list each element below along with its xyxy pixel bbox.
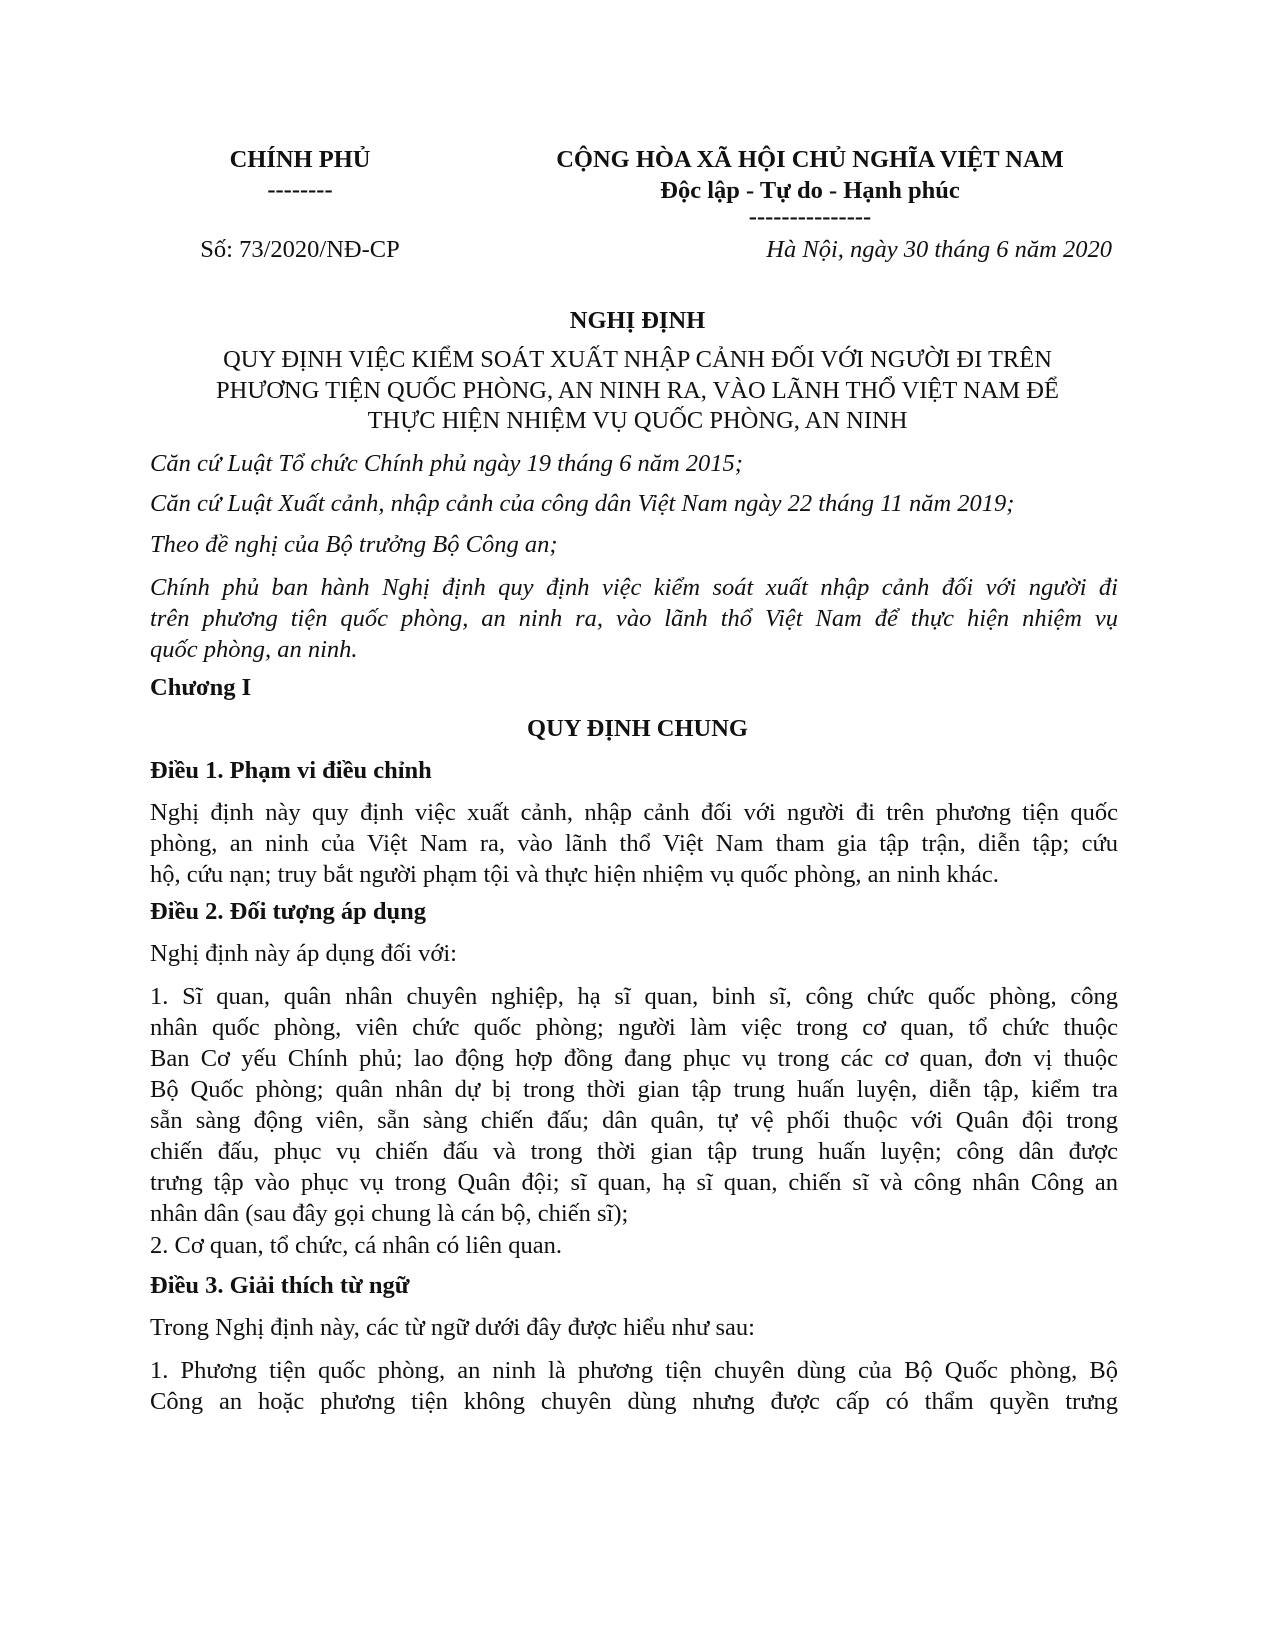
paragraph-line: nhân quốc phòng, viên chức quốc phòng; người làm việc trong cơ quan, tổ chức thuộc <box>150 1014 1118 1041</box>
article-item: 2. Cơ quan, tổ chức, cá nhân có liên quan. <box>150 1232 562 1259</box>
paragraph-line: Ban Cơ yếu Chính phủ; lao động hợp đồng đang phục vụ trong các cơ quan, đơn vị thuộc <box>150 1045 1118 1072</box>
paragraph-line: Nghị định này quy định việc xuất cảnh, nhập cảnh đối với người đi trên phương tiện quốc <box>150 799 1118 826</box>
paragraph-line: Chính phủ ban hành Nghị định quy định việc kiểm soát xuất nhập cảnh đối với người đi <box>150 574 1118 601</box>
article-heading: Điều 1. Phạm vi điều chỉnh <box>150 757 432 784</box>
article-heading: Điều 2. Đối tượng áp dụng <box>150 898 427 925</box>
article-3-item-1 <box>150 1355 1118 1417</box>
document-number: Số: 73/2020/NĐ-CP <box>200 236 400 263</box>
article-intro: Trong Nghị định này, các từ ngữ dưới đây được hiểu như sau: <box>150 1314 755 1341</box>
issuer-rule: -------- <box>267 176 333 203</box>
paragraph-line: 1. Sĩ quan, quân nhân chuyên nghiệp, hạ sĩ quan, binh sĩ, công chức quốc phòng, công <box>150 983 1118 1010</box>
legal-basis: Căn cứ Luật Tổ chức Chính phủ ngày 19 tháng 6 năm 2015; <box>150 450 743 477</box>
paragraph-line: phòng, an ninh của Việt Nam ra, vào lãnh thổ Việt Nam tham gia tập trận, diễn tập; cứu <box>150 830 1118 857</box>
paragraph-line: hộ, cứu nạn; truy bắt người phạm tội và thực hiện nhiệm vụ quốc phòng, an ninh khác. <box>150 861 999 888</box>
chapter-title: QUY ĐỊNH CHUNG <box>527 715 748 742</box>
paragraph-line: 1. Phương tiện quốc phòng, an ninh là phương tiện chuyên dùng của Bộ Quốc phòng, Bộ <box>150 1357 1118 1384</box>
paragraph-line: trên phương tiện quốc phòng, an ninh ra, vào lãnh thổ Việt Nam để thực hiện nhiệm vụ <box>150 605 1118 632</box>
legal-basis: Theo đề nghị của Bộ trưởng Bộ Công an; <box>150 531 558 558</box>
article-2-item-1 <box>150 981 1118 1229</box>
document-title-line: QUY ĐỊNH VIỆC KIỂM SOÁT XUẤT NHẬP CẢNH ĐỐI VỚI NGƯỜI ĐI TRÊN <box>223 346 1052 373</box>
promulgation-paragraph <box>150 572 1118 665</box>
document-type: NGHỊ ĐỊNH <box>569 307 706 334</box>
legal-basis: Căn cứ Luật Xuất cảnh, nhập cảnh của công dân Việt Nam ngày 22 tháng 11 năm 2019; <box>150 490 1015 517</box>
paragraph-line: sẵn sàng động viên, sẵn sàng chiến đấu; dân quân, tự vệ phối thuộc với Quân đội trong <box>150 1107 1118 1134</box>
paragraph-line: nhân dân (sau đây gọi chung là cán bộ, chiến sĩ); <box>150 1200 629 1227</box>
nation-name: CỘNG HÒA XÃ HỘI CHỦ NGHĨA VIỆT NAM <box>556 146 1064 173</box>
document-title-line: THỰC HIỆN NHIỆM VỤ QUỐC PHÒNG, AN NINH <box>367 407 908 434</box>
paragraph-line: trưng tập vào phục vụ trong Quân đội; sĩ quan, hạ sĩ quan, chiến sĩ và công nhân Công an <box>150 1169 1118 1196</box>
motto: Độc lập - Tự do - Hạnh phúc <box>660 177 960 204</box>
motto-rule: --------------- <box>748 203 872 230</box>
paragraph-line: quốc phòng, an ninh. <box>150 636 358 663</box>
paragraph-line: Công an hoặc phương tiện không chuyên dùng nhưng được cấp có thẩm quyền trưng <box>150 1388 1118 1415</box>
article-1-paragraph <box>150 797 1118 890</box>
chapter-label: Chương I <box>150 674 252 701</box>
article-intro: Nghị định này áp dụng đối với: <box>150 940 457 967</box>
paragraph-line: chiến đấu, phục vụ chiến đấu và trong thời gian tập trung huấn luyện; công dân được <box>150 1138 1118 1165</box>
document-title-line: PHƯƠNG TIỆN QUỐC PHÒNG, AN NINH RA, VÀO LÃNH THỔ VIỆT NAM ĐỂ <box>216 377 1059 404</box>
paragraph-line: Bộ Quốc phòng; quân nhân dự bị trong thời gian tập trung huấn luyện, diễn tập, kiểm tra <box>150 1076 1118 1103</box>
issuer: CHÍNH PHỦ <box>229 146 371 173</box>
place-and-date: Hà Nội, ngày 30 tháng 6 năm 2020 <box>766 236 1112 263</box>
article-heading: Điều 3. Giải thích từ ngữ <box>150 1272 410 1299</box>
